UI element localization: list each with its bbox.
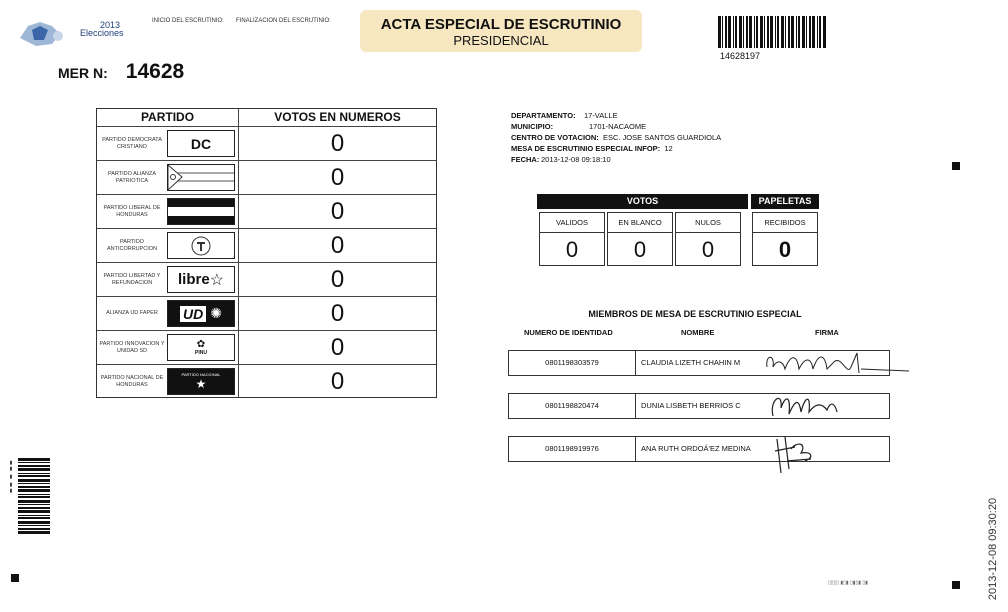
party-name: PARTIDO INNOVACION Y UNIDAD SD <box>99 340 165 354</box>
party-row <box>97 228 436 262</box>
col-numero-identidad: NUMERO DE IDENTIDAD <box>524 328 613 337</box>
col-firma: FIRMA <box>815 328 839 337</box>
barcode-bar <box>764 16 765 48</box>
member-id: 0801198919976 <box>509 437 636 461</box>
party-votes-table <box>96 108 437 398</box>
pinu-logo: ✿ PINU <box>167 334 235 361</box>
dc-logo: DC <box>167 130 235 157</box>
departamento-label: DEPARTAMENTO: <box>511 111 576 120</box>
barcode-bar <box>756 16 758 48</box>
mesa-label: MESA DE ESCRUTINIO ESPECIAL INFOP: <box>511 144 661 153</box>
barcode-bar <box>754 16 755 48</box>
party-row <box>97 296 436 330</box>
member-name: ANA RUTH ORDOÁ'EZ MEDINA <box>641 444 751 453</box>
party-votes: 0 <box>330 300 345 327</box>
title-line-1: ACTA ESPECIAL DE ESCRUTINIO <box>380 16 622 33</box>
party-row <box>97 194 436 228</box>
party-name: PARTIDO LIBERAL DE HONDURAS <box>103 204 161 218</box>
barcode-bar <box>18 462 50 463</box>
centro-value: ESC. JOSE SANTOS GUARDIOLA <box>602 133 722 142</box>
barcode-bar <box>18 483 50 484</box>
barcode-number: 14628197 <box>720 51 761 61</box>
barcode-bar <box>785 16 786 48</box>
miembros-title: MIEMBROS DE MESA DE ESCRUTINIO ESPECIAL <box>588 309 802 319</box>
barcode-bar <box>18 500 50 503</box>
barcode-bar <box>791 16 794 48</box>
barcode-bar <box>743 16 744 48</box>
barcode-bar <box>18 468 50 471</box>
barcode-bar <box>735 16 737 48</box>
barcode-bar <box>781 16 784 48</box>
pac-emblem-icon <box>167 232 235 259</box>
member-row <box>508 350 890 376</box>
centro-label: CENTRO DE VOTACION: <box>511 133 599 142</box>
barcode-bar <box>725 16 727 48</box>
member-name: CLAUDIA LIZETH CHAHIN M <box>641 358 741 367</box>
col-votos-numeros: VOTOS EN NUMEROS <box>274 110 401 124</box>
barcode-bar <box>802 16 805 48</box>
party-row <box>97 160 436 194</box>
finalizacion-escrutinio-label: FINALIZACION DEL ESCRUTINIO: <box>236 18 331 24</box>
validos-label: VALIDOS <box>540 218 604 233</box>
barcode-bar <box>733 16 734 48</box>
party-votes: 0 <box>330 334 345 361</box>
barcode-bar <box>817 16 818 48</box>
barcode-bar <box>777 16 779 48</box>
scan-timestamp <box>982 488 1004 610</box>
validos-value: 0 <box>565 237 579 262</box>
fecha-value: 2013-12-08 09:18:10 <box>541 155 611 164</box>
barcode-bar <box>788 16 790 48</box>
barcode-bar <box>18 517 50 519</box>
municipio-label: MUNICIPIO: <box>511 122 554 131</box>
mesa-value: 12 <box>664 144 673 153</box>
barcode-bar <box>728 16 731 48</box>
votos-header: VOTOS <box>537 194 748 209</box>
party-name: ALIANZA UD FAPER <box>106 310 158 316</box>
departamento-value: 17-VALLE <box>583 111 618 120</box>
partido-liberal-flag-icon <box>167 198 235 225</box>
member-row <box>508 436 890 462</box>
mesa-info <box>511 110 721 165</box>
title-line-2: PRESIDENCIAL <box>453 33 549 48</box>
papeletas-header: PAPELETAS <box>751 194 819 209</box>
barcode-bar <box>18 465 50 467</box>
barcode-bar <box>18 507 50 509</box>
party-name: PARTIDO NACIONAL DE HONDURAS <box>100 374 164 388</box>
barcode-bar <box>18 479 50 482</box>
barcode-bar <box>18 489 50 492</box>
party-votes: 0 <box>330 198 345 225</box>
barcode-bar <box>775 16 776 48</box>
party-votes: 0 <box>330 164 345 191</box>
nulos-label: NULOS <box>676 218 740 233</box>
col-nombre: NOMBRE <box>681 328 715 337</box>
party-row <box>97 126 436 160</box>
barcode-bar <box>770 16 773 48</box>
party-votes: 0 <box>330 130 345 157</box>
member-id: 0801198303579 <box>509 351 636 375</box>
signature <box>765 386 845 426</box>
party-name: PARTIDO ALIANZA PATRIOTICA <box>107 170 157 184</box>
logo <box>18 14 143 50</box>
col-partido: PARTIDO <box>140 110 195 124</box>
barcode-bar <box>18 494 50 495</box>
side-code-marks: ▮▮ ▮ ▮▮ <box>8 460 14 495</box>
barcode-bar <box>18 525 50 526</box>
svg-text:2013: 2013 <box>100 20 121 30</box>
barcode-bar <box>18 528 50 530</box>
barcode <box>718 16 826 48</box>
party-row <box>97 330 436 364</box>
mer-number <box>58 60 184 84</box>
mer-value: 14628 <box>125 60 185 83</box>
registration-mark <box>952 581 960 589</box>
nulos-value: 0 <box>701 237 715 262</box>
member-name: DUNIA LISBETH BERRIOS C <box>641 401 741 410</box>
barcode-bar <box>18 475 50 477</box>
party-row <box>97 364 436 398</box>
nulos-box <box>675 212 741 266</box>
fecha-label: FECHA: <box>511 155 540 164</box>
recibidos-label: RECIBIDOS <box>753 218 817 233</box>
barcode-bar <box>718 16 721 48</box>
barcode-bar <box>746 16 748 48</box>
blanco-label: EN BLANCO <box>608 218 672 233</box>
blanco-box <box>607 212 673 266</box>
barcode-bar <box>798 16 800 48</box>
party-votes: 0 <box>330 232 345 259</box>
municipio-value: 1701-NACAOME <box>589 122 647 131</box>
ud-logo: UD ✺ <box>167 300 235 327</box>
barcode-bar <box>18 458 50 461</box>
party-votes: 0 <box>330 266 345 293</box>
barcode-bar <box>18 510 50 513</box>
recibidos-box <box>752 212 818 266</box>
barcode-bar <box>739 16 742 48</box>
member-id: 0801198820474 <box>509 394 636 418</box>
barcode-bar <box>806 16 807 48</box>
barcode-bar <box>18 496 50 498</box>
inicio-escrutinio-label: INICIO DEL ESCRUTINIO: <box>152 18 224 24</box>
mer-label: MER N: <box>58 65 108 81</box>
side-barcode <box>18 458 50 534</box>
barcode-bar <box>722 16 723 48</box>
barcode-bar <box>760 16 763 48</box>
blanco-value: 0 <box>633 237 647 262</box>
recibidos-value: 0 <box>778 237 792 262</box>
barcode-bar <box>18 486 50 488</box>
timestamp-text: 2013-12-08 09:30:20 <box>987 497 999 601</box>
registration-mark <box>11 574 19 582</box>
barcode-bar <box>18 521 50 524</box>
party-row <box>97 262 436 296</box>
libre-logo: libre ☆ <box>167 266 235 293</box>
party-name: PARTIDO ANTICORRUPCION <box>106 238 158 252</box>
barcode-bar <box>18 531 50 534</box>
svg-text:Elecciones: Elecciones <box>80 28 124 38</box>
barcode-bar <box>18 515 50 516</box>
alianza-patriotica-flag-icon <box>167 164 235 191</box>
barcode-bar <box>18 504 50 505</box>
signature <box>761 347 911 381</box>
barcode-bar <box>18 473 50 474</box>
document-title <box>360 10 642 52</box>
partido-nacional-logo: PARTIDO NACIONAL ★ <box>167 368 235 395</box>
registration-mark <box>952 162 960 170</box>
signature <box>767 431 827 479</box>
party-votes: 0 <box>330 368 345 395</box>
barcode-bar <box>823 16 826 48</box>
footer-code-marks: ▯▯▯▯ ▮▯▮ ▯▮▯▮ ▯▮ <box>828 580 868 586</box>
party-name: PARTIDO DEMOCRATA CRISTIANO <box>102 136 162 150</box>
barcode-bar <box>812 16 815 48</box>
member-row <box>508 393 890 419</box>
barcode-bar <box>796 16 797 48</box>
barcode-bar <box>767 16 769 48</box>
validos-box <box>539 212 605 266</box>
party-name: PARTIDO LIBERTAD Y REFUNDACION <box>103 272 161 286</box>
barcode-bar <box>819 16 821 48</box>
barcode-bar <box>749 16 752 48</box>
barcode-bar <box>809 16 811 48</box>
